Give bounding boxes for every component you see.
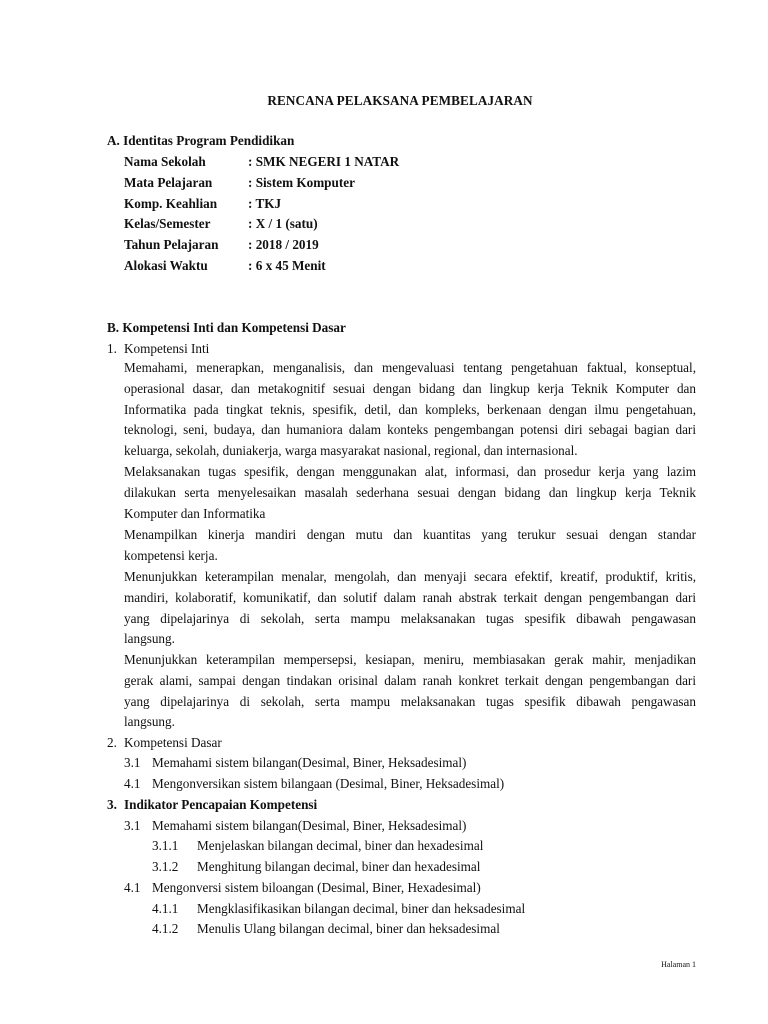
indicator-sub-item xyxy=(152,901,525,917)
kd-item-number: 3.1 xyxy=(124,755,141,770)
section-a-heading: A. Identitas Program Pendidikan xyxy=(107,133,295,148)
ki-number: 1. xyxy=(107,341,117,356)
paragraph-line: kompetensi kerja. xyxy=(124,547,218,563)
kd-item-text: Memahami sistem bilangan(Desimal, Biner, Heksadesimal) xyxy=(152,755,467,770)
ki-title: Kompetensi Inti xyxy=(124,341,210,356)
indicator-number: 3.1 xyxy=(124,818,141,833)
paragraph-line: Melaksanakan tugas spesifik, dengan menggunakan alat, informasi, dan prosedur kerja yang lazim xyxy=(124,464,696,479)
identity-row xyxy=(124,216,318,232)
indicator-text: Mengonversi sistem biloangan (Desimal, Biner, Hexadesimal) xyxy=(152,880,481,895)
ki-paragraph xyxy=(124,462,696,524)
indicator-sub-item xyxy=(152,921,500,937)
kd-number: 2. xyxy=(107,735,117,750)
indicator-sub-text: Menjelaskan bilangan decimal, biner dan hexadesimal xyxy=(197,838,484,853)
paragraph-line: operasional dasar, dan metakognitif sesuai dengan bidang dan lingkup kerja Teknik Komputer dan xyxy=(124,380,696,396)
paragraph-line: mandiri, kolaboratif, komunikatif, dan solutif dalam ranah abstrak terkait dengan pengembangan dari xyxy=(124,589,696,605)
paragraph-line: Komputer dan Informatika xyxy=(124,505,266,521)
ki-paragraph xyxy=(124,650,696,733)
identity-label: Nama Sekolah xyxy=(124,154,206,169)
paragraph-line: Informatika pada tingkat teknis, spesifik, detil, dan kompleks, berkenaan dengan ilmu pengetahuan, xyxy=(124,401,696,417)
indicator-item xyxy=(124,818,466,834)
identity-row xyxy=(124,154,399,170)
paragraph-line: Menunjukkan keterampilan mempersepsi, kesiapan, meniru, membiasakan gerak mahir, menjadikan xyxy=(124,652,696,667)
identity-value: : TKJ xyxy=(248,196,282,211)
indicator-sub-text: Menulis Ulang bilangan decimal, biner dan heksadesimal xyxy=(197,921,500,936)
section-b-heading: B. Kompetensi Inti dan Kompetensi Dasar xyxy=(107,320,346,335)
identity-value: : X / 1 (satu) xyxy=(248,216,318,231)
indicator-sub-text: Menghitung bilangan decimal, biner dan hexadesimal xyxy=(197,859,481,874)
identity-row xyxy=(124,258,326,274)
section-3-number: 3. xyxy=(107,797,117,812)
paragraph-line: yang dipelajarinya di sekolah, serta mampu melaksanakan tugas spesifik dibawah pengawasan xyxy=(124,610,696,626)
paragraph-line: yang dipelajarinya di sekolah, serta mampu melaksanakan tugas spesifik dibawah pengawasan xyxy=(124,693,696,709)
kd-item-text: Mengonversikan sistem bilangaan (Desimal, Biner, Heksadesimal) xyxy=(152,776,505,791)
section-3-heading: Indikator Pencapaian Kompetensi xyxy=(124,797,318,812)
identity-label: Komp. Keahlian xyxy=(124,196,218,211)
paragraph-line: Menunjukkan keterampilan menalar, mengolah, dan menyaji secara efektif, kreatif, produktif, kritis, xyxy=(124,569,696,584)
document-title: RENCANA PELAKSANA PEMBELAJARAN xyxy=(267,93,533,108)
paragraph-line: gerak alami, sampai dengan tindakan orisinal dalam ranah konkret terkait dengan pengembangan dari xyxy=(124,672,696,688)
identity-value: : 6 x 45 Menit xyxy=(248,258,326,273)
identity-label: Tahun Pelajaran xyxy=(124,237,219,252)
indicator-sub-item xyxy=(152,838,483,854)
indicator-sub-number: 4.1.1 xyxy=(152,901,179,916)
indicator-sub-number: 4.1.2 xyxy=(152,921,179,936)
ki-paragraph xyxy=(124,358,696,462)
paragraph-line: Memahami, menerapkan, menganalisis, dan mengevaluasi tentang pengetahuan faktual, konseptual, xyxy=(124,360,696,375)
indicator-sub-number: 3.1.2 xyxy=(152,859,179,874)
indicator-sub-number: 3.1.1 xyxy=(152,838,179,853)
paragraph-line: langsung. xyxy=(124,714,175,730)
identity-value: : 2018 / 2019 xyxy=(248,237,319,252)
kd-item-number: 4.1 xyxy=(124,776,141,791)
indicator-sub-item xyxy=(152,859,480,875)
page-number: Halaman 1 xyxy=(661,960,696,969)
indicator-text: Memahami sistem bilangan(Desimal, Biner, Heksadesimal) xyxy=(152,818,467,833)
indicator-number: 4.1 xyxy=(124,880,141,895)
identity-row xyxy=(124,175,355,191)
kd-item xyxy=(124,755,466,771)
identity-label: Alokasi Waktu xyxy=(124,258,208,273)
paragraph-line: dilakukan serta menyelesaikan masalah sederhana sesuai dengan bidang dan lingkup kerja Teknik xyxy=(124,484,696,500)
identity-row xyxy=(124,237,319,253)
paragraph-line: keluarga, sekolah, duniakerja, warga masyarakat nasional, regional, dan internasional. xyxy=(124,443,578,459)
kd-item xyxy=(124,776,504,792)
ki-paragraph xyxy=(124,525,696,567)
identity-row xyxy=(124,196,281,212)
paragraph-line: langsung. xyxy=(124,631,175,647)
ki-paragraph xyxy=(124,567,696,650)
paragraph-line: teknologi, seni, budaya, dan humaniora dalam konteks pengembangan potensi diri sebagai bagian dari xyxy=(124,422,696,438)
indicator-item xyxy=(124,880,481,896)
identity-value: : SMK NEGERI 1 NATAR xyxy=(248,154,400,169)
identity-label: Kelas/Semester xyxy=(124,216,211,231)
kd-title: Kompetensi Dasar xyxy=(124,735,222,750)
identity-label: Mata Pelajaran xyxy=(124,175,213,190)
identity-value: : Sistem Komputer xyxy=(248,175,355,190)
indicator-sub-text: Mengklasifikasikan bilangan decimal, biner dan heksadesimal xyxy=(197,901,526,916)
paragraph-line: Menampilkan kinerja mandiri dengan mutu dan kuantitas yang terukur sesuai dengan standar xyxy=(124,527,696,542)
